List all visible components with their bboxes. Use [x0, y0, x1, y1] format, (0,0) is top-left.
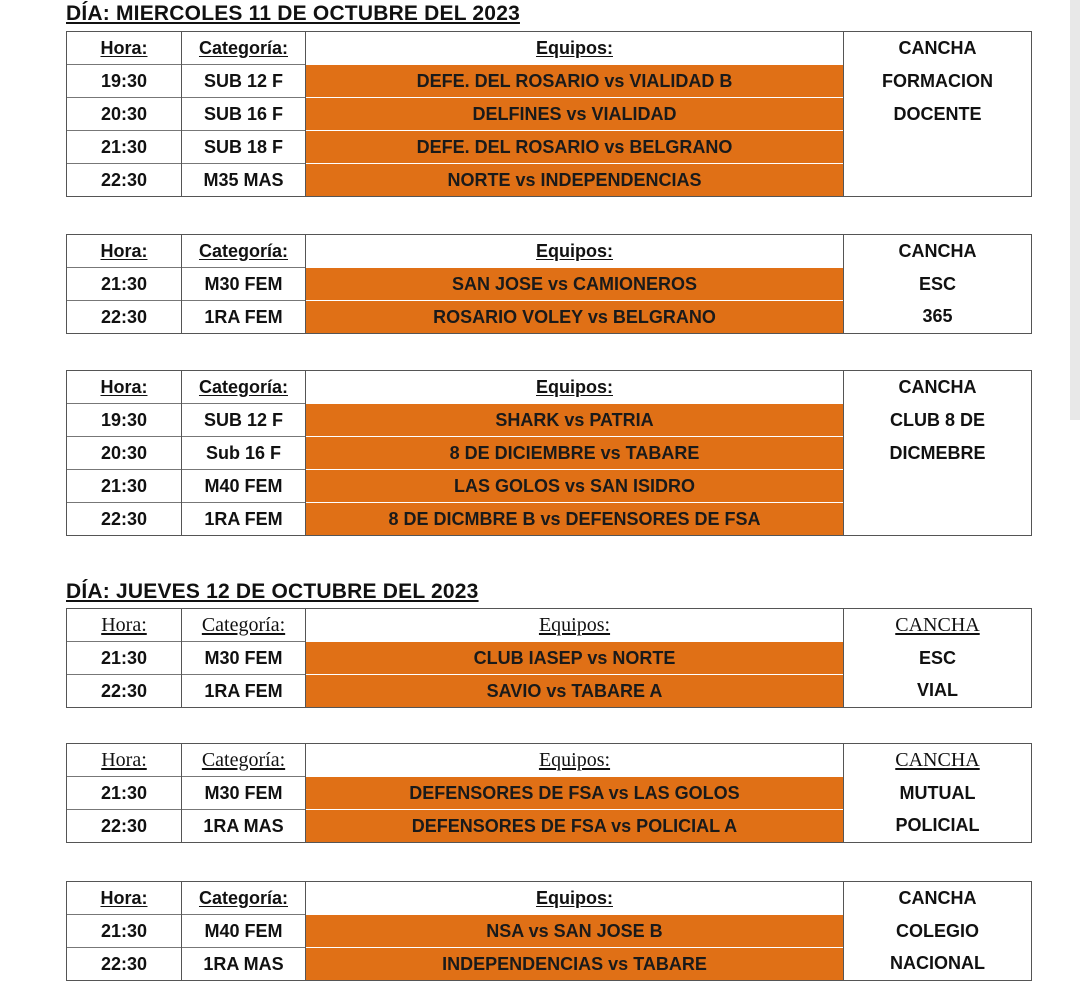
cell-cancha: DOCENTE — [844, 98, 1032, 131]
header-cancha: CANCHA — [844, 371, 1032, 404]
table-row — [67, 810, 1032, 843]
cell-hora: 19:30 — [67, 65, 182, 98]
table-header-row — [67, 371, 1032, 404]
header-equipos: Equipos: — [306, 32, 844, 65]
cell-categoria: 1RA MAS — [182, 948, 306, 981]
header-cancha: CANCHA — [844, 235, 1032, 268]
schedule-table-6 — [66, 881, 1032, 981]
cell-equipos: NORTE vs INDEPENDENCIAS — [306, 164, 844, 197]
cell-cancha: FORMACION — [844, 65, 1032, 98]
cell-cancha — [844, 131, 1032, 164]
cell-cancha: VIAL — [844, 675, 1032, 708]
cell-equipos: SAVIO vs TABARE A — [306, 675, 844, 708]
schedule-table-5 — [66, 743, 1032, 843]
cell-equipos: NSA vs SAN JOSE B — [306, 915, 844, 948]
cell-equipos: LAS GOLOS vs SAN ISIDRO — [306, 470, 844, 503]
cell-cancha: ESC — [844, 268, 1032, 301]
cell-categoria: 1RA MAS — [182, 810, 306, 843]
header-equipos: Equipos: — [306, 744, 844, 777]
cell-categoria: Sub 16 F — [182, 437, 306, 470]
header-cancha: CANCHA — [844, 882, 1032, 915]
cell-categoria: 1RA FEM — [182, 675, 306, 708]
table-row — [67, 164, 1032, 197]
cell-categoria: 1RA FEM — [182, 503, 306, 536]
table-row — [67, 948, 1032, 981]
header-equipos: Equipos: — [306, 882, 844, 915]
cell-cancha — [844, 164, 1032, 197]
header-equipos: Equipos: — [306, 371, 844, 404]
header-hora: Hora: — [67, 609, 182, 642]
cell-categoria: M35 MAS — [182, 164, 306, 197]
cell-cancha: CLUB 8 DE — [844, 404, 1032, 437]
cell-equipos: SHARK vs PATRIA — [306, 404, 844, 437]
table-header-row — [67, 235, 1032, 268]
header-categoria: Categoría: — [182, 32, 306, 65]
cell-hora: 20:30 — [67, 437, 182, 470]
schedule-table-3 — [66, 370, 1032, 536]
table-header-row — [67, 882, 1032, 915]
cell-equipos: DEFE. DEL ROSARIO vs VIALIDAD B — [306, 65, 844, 98]
cell-equipos: 8 DE DICIEMBRE vs TABARE — [306, 437, 844, 470]
header-categoria: Categoría: — [182, 371, 306, 404]
table-row — [67, 131, 1032, 164]
cell-equipos: ROSARIO VOLEY vs BELGRANO — [306, 301, 844, 334]
cell-hora: 19:30 — [67, 404, 182, 437]
day-title-miercoles: DÍA: MIERCOLES 11 DE OCTUBRE DEL 2023 — [66, 2, 520, 25]
table-row — [67, 675, 1032, 708]
cell-cancha: POLICIAL — [844, 810, 1032, 843]
table-header-row — [67, 609, 1032, 642]
cell-equipos: DELFINES vs VIALIDAD — [306, 98, 844, 131]
cell-equipos: DEFENSORES DE FSA vs LAS GOLOS — [306, 777, 844, 810]
cell-cancha — [844, 470, 1032, 503]
table-row — [67, 301, 1032, 334]
cell-hora: 21:30 — [67, 470, 182, 503]
cell-cancha: MUTUAL — [844, 777, 1032, 810]
cell-equipos: CLUB IASEP vs NORTE — [306, 642, 844, 675]
cell-cancha: DICMEBRE — [844, 437, 1032, 470]
schedule-table-2 — [66, 234, 1032, 334]
header-categoria: Categoría: — [182, 744, 306, 777]
table-row — [67, 437, 1032, 470]
cell-hora: 20:30 — [67, 98, 182, 131]
cell-cancha: ESC — [844, 642, 1032, 675]
cell-categoria: SUB 12 F — [182, 404, 306, 437]
header-hora: Hora: — [67, 32, 182, 65]
cell-cancha: COLEGIO — [844, 915, 1032, 948]
table-header-row — [67, 744, 1032, 777]
cell-equipos: 8 DE DICMBRE B vs DEFENSORES DE FSA — [306, 503, 844, 536]
header-cancha: CANCHA — [844, 744, 1032, 777]
cell-equipos: DEFENSORES DE FSA vs POLICIAL A — [306, 810, 844, 843]
schedule-table-1 — [66, 31, 1032, 197]
table-header-row — [67, 32, 1032, 65]
table-row — [67, 98, 1032, 131]
schedule-table-4 — [66, 608, 1032, 708]
cell-hora: 21:30 — [67, 642, 182, 675]
table-row — [67, 268, 1032, 301]
cell-categoria: M30 FEM — [182, 642, 306, 675]
header-hora: Hora: — [67, 882, 182, 915]
day-title-jueves: DÍA: JUEVES 12 DE OCTUBRE DEL 2023 — [66, 580, 479, 603]
table-row — [67, 65, 1032, 98]
cell-cancha — [844, 503, 1032, 536]
header-equipos: Equipos: — [306, 609, 844, 642]
header-hora: Hora: — [67, 371, 182, 404]
table-row — [67, 470, 1032, 503]
scrollbar[interactable] — [1070, 0, 1080, 420]
header-cancha: CANCHA — [844, 609, 1032, 642]
header-hora: Hora: — [67, 235, 182, 268]
table-row — [67, 404, 1032, 437]
cell-equipos: INDEPENDENCIAS vs TABARE — [306, 948, 844, 981]
table-row — [67, 777, 1032, 810]
cell-equipos: DEFE. DEL ROSARIO vs BELGRANO — [306, 131, 844, 164]
table-row — [67, 915, 1032, 948]
header-categoria: Categoría: — [182, 882, 306, 915]
cell-equipos: SAN JOSE vs CAMIONEROS — [306, 268, 844, 301]
cell-cancha: NACIONAL — [844, 948, 1032, 981]
table-row — [67, 642, 1032, 675]
cell-hora: 22:30 — [67, 948, 182, 981]
header-categoria: Categoría: — [182, 235, 306, 268]
header-categoria: Categoría: — [182, 609, 306, 642]
header-cancha: CANCHA — [844, 32, 1032, 65]
cell-hora: 21:30 — [67, 915, 182, 948]
cell-hora: 21:30 — [67, 777, 182, 810]
cell-categoria: SUB 18 F — [182, 131, 306, 164]
cell-hora: 22:30 — [67, 164, 182, 197]
cell-hora: 22:30 — [67, 675, 182, 708]
table-row — [67, 503, 1032, 536]
header-equipos: Equipos: — [306, 235, 844, 268]
cell-categoria: SUB 12 F — [182, 65, 306, 98]
cell-hora: 21:30 — [67, 268, 182, 301]
cell-hora: 22:30 — [67, 810, 182, 843]
cell-cancha: 365 — [844, 301, 1032, 334]
header-hora: Hora: — [67, 744, 182, 777]
cell-categoria: M30 FEM — [182, 777, 306, 810]
cell-categoria: SUB 16 F — [182, 98, 306, 131]
cell-categoria: M30 FEM — [182, 268, 306, 301]
cell-categoria: 1RA FEM — [182, 301, 306, 334]
cell-hora: 21:30 — [67, 131, 182, 164]
cell-categoria: M40 FEM — [182, 915, 306, 948]
cell-hora: 22:30 — [67, 301, 182, 334]
cell-hora: 22:30 — [67, 503, 182, 536]
cell-categoria: M40 FEM — [182, 470, 306, 503]
